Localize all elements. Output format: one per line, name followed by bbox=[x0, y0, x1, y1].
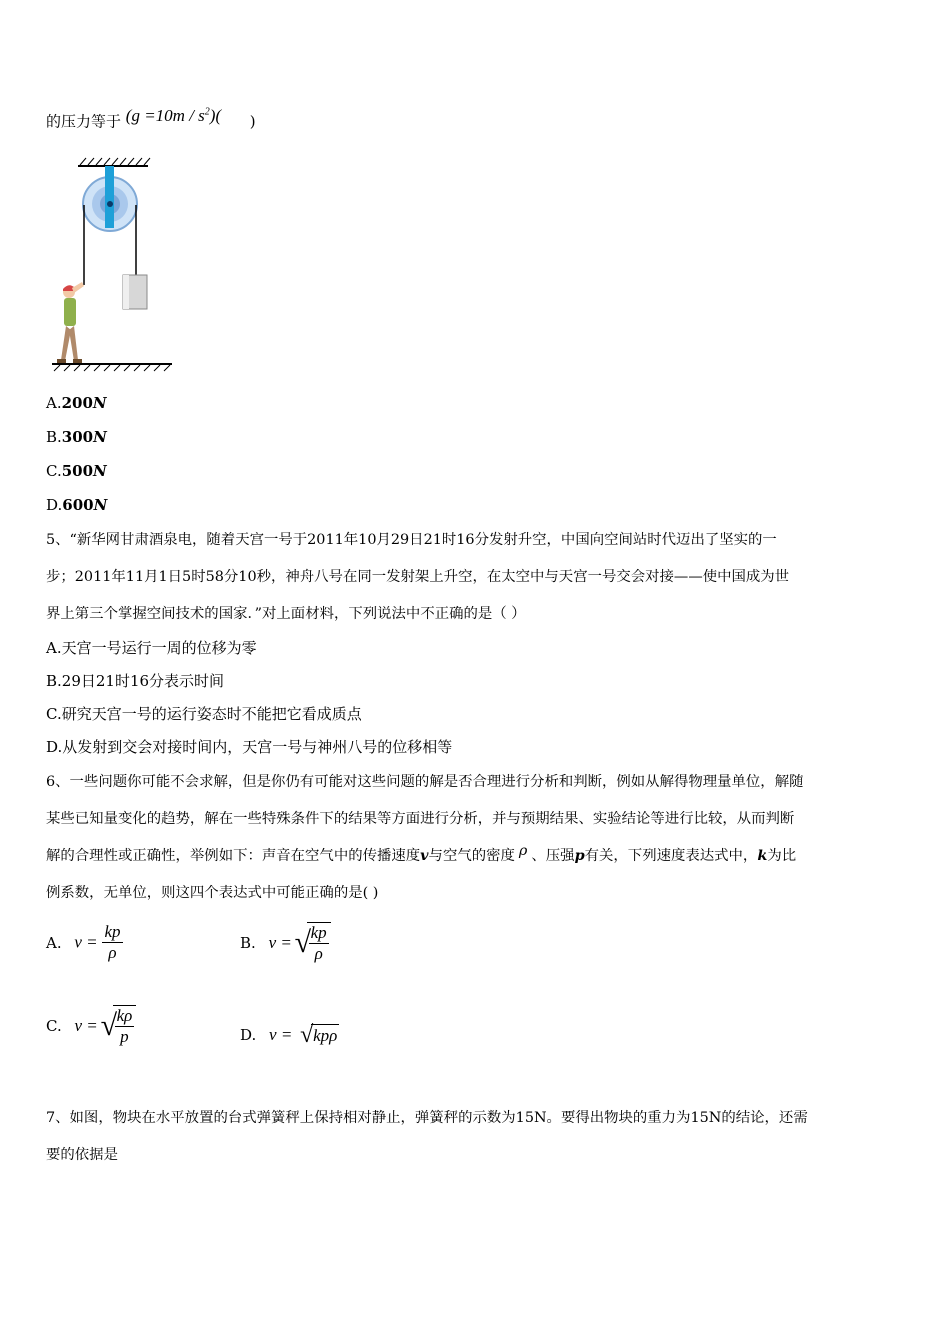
q6-stem-line-3: 解的合理性或正确性，举例如下：声音在空气中的传播速度v与空气的密度 ρ 、压强p有关，下列速度表达式中，k为比 bbox=[46, 843, 797, 864]
hanging-weight bbox=[123, 275, 147, 309]
ground bbox=[52, 364, 172, 371]
q5-stem-line-1: 5、“新华网甘肃酒泉电，随着天宫一号于2011年10月29日21时16分发射升空，中国向空间站时代迈出了坚实的一 bbox=[46, 532, 777, 548]
ceiling-support bbox=[78, 158, 150, 166]
q6-stem-line-2: 某些已知量变化的趋势，解在一些特殊条件下的结果等方面进行分析，并与预期结果、实验结论等进行比较，从而判断 bbox=[46, 811, 795, 827]
pulley-figure bbox=[44, 150, 184, 380]
q5-stem-line-3: 界上第三个掌握空间技术的国家．”对上面材料，下列说法中不正确的是（ ） bbox=[46, 606, 526, 622]
q6-option-c[interactable]: C. v = √ $\frac{k\rho}{p}$ bbox=[46, 1005, 136, 1047]
q4-option-a[interactable]: A.200N bbox=[46, 394, 107, 412]
q4-option-b[interactable]: B.300N bbox=[46, 428, 107, 446]
q7-stem-line-1: 7、如图，物块在水平放置的台式弹簧秤上保持相对静止，弹簧秤的示数为15N。要得出物块的重力为15N的结论，还需 bbox=[46, 1110, 808, 1126]
q5-option-a[interactable]: A.天宫一号运行一周的位移为零 bbox=[46, 639, 257, 657]
q7-stem-line-2: 要的依据是 bbox=[46, 1147, 118, 1163]
q6-stem-line-1: 6、一些问题你可能不会求解，但是你仍有可能对这些问题的解是否合理进行分析和判断，例如从解得物理量单位，解随 bbox=[46, 774, 804, 790]
q6-stem-line-4: 例系数，无单位，则这四个表达式中可能正确的是( ) bbox=[46, 885, 379, 901]
q4-option-c[interactable]: C.500N bbox=[46, 462, 107, 480]
q5-stem-line-2: 步；2011年11月1日5时58分10秒，神舟八号在同一发射架上升空，在太空中与天宫一号交会对接——使中国成为世 bbox=[46, 569, 790, 585]
q5-option-d[interactable]: D.从发射到交会对接时间内，天宫一号与神州八号的位移相等 bbox=[46, 738, 453, 756]
q4-option-d[interactable]: D.600N bbox=[46, 496, 108, 514]
person-pulling-rope bbox=[57, 282, 84, 363]
pulley bbox=[83, 166, 137, 231]
q6-option-b[interactable]: B. v = √ $\frac{kp}{\rho}$ bbox=[240, 922, 331, 964]
square-root: √ $\frac{kp}{\rho}$ bbox=[307, 922, 331, 964]
q5-option-c[interactable]: C.研究天宫一号的运行姿态时不能把它看成质点 bbox=[46, 705, 362, 723]
stem-text: 的压力等于 bbox=[46, 112, 122, 131]
square-root: √ $\frac{k\rho}{p}$ bbox=[113, 1005, 137, 1047]
gravity-formula: $(g =10m / s^2)$( bbox=[125, 105, 222, 125]
question-4-stem-tail bbox=[46, 105, 256, 132]
q6-option-a[interactable]: A. v = $\frac{kp}{\rho}$ bbox=[46, 922, 121, 962]
q5-option-b[interactable]: B.29日21时16分表示时间 bbox=[46, 672, 225, 690]
q6-option-d[interactable]: D. v = √ kpρ bbox=[240, 1022, 338, 1048]
square-root: √ kpρ bbox=[300, 1022, 338, 1048]
answer-blank: ) bbox=[221, 112, 256, 131]
formula-fraction: $\frac{kp}{\rho}$ bbox=[104, 922, 121, 962]
